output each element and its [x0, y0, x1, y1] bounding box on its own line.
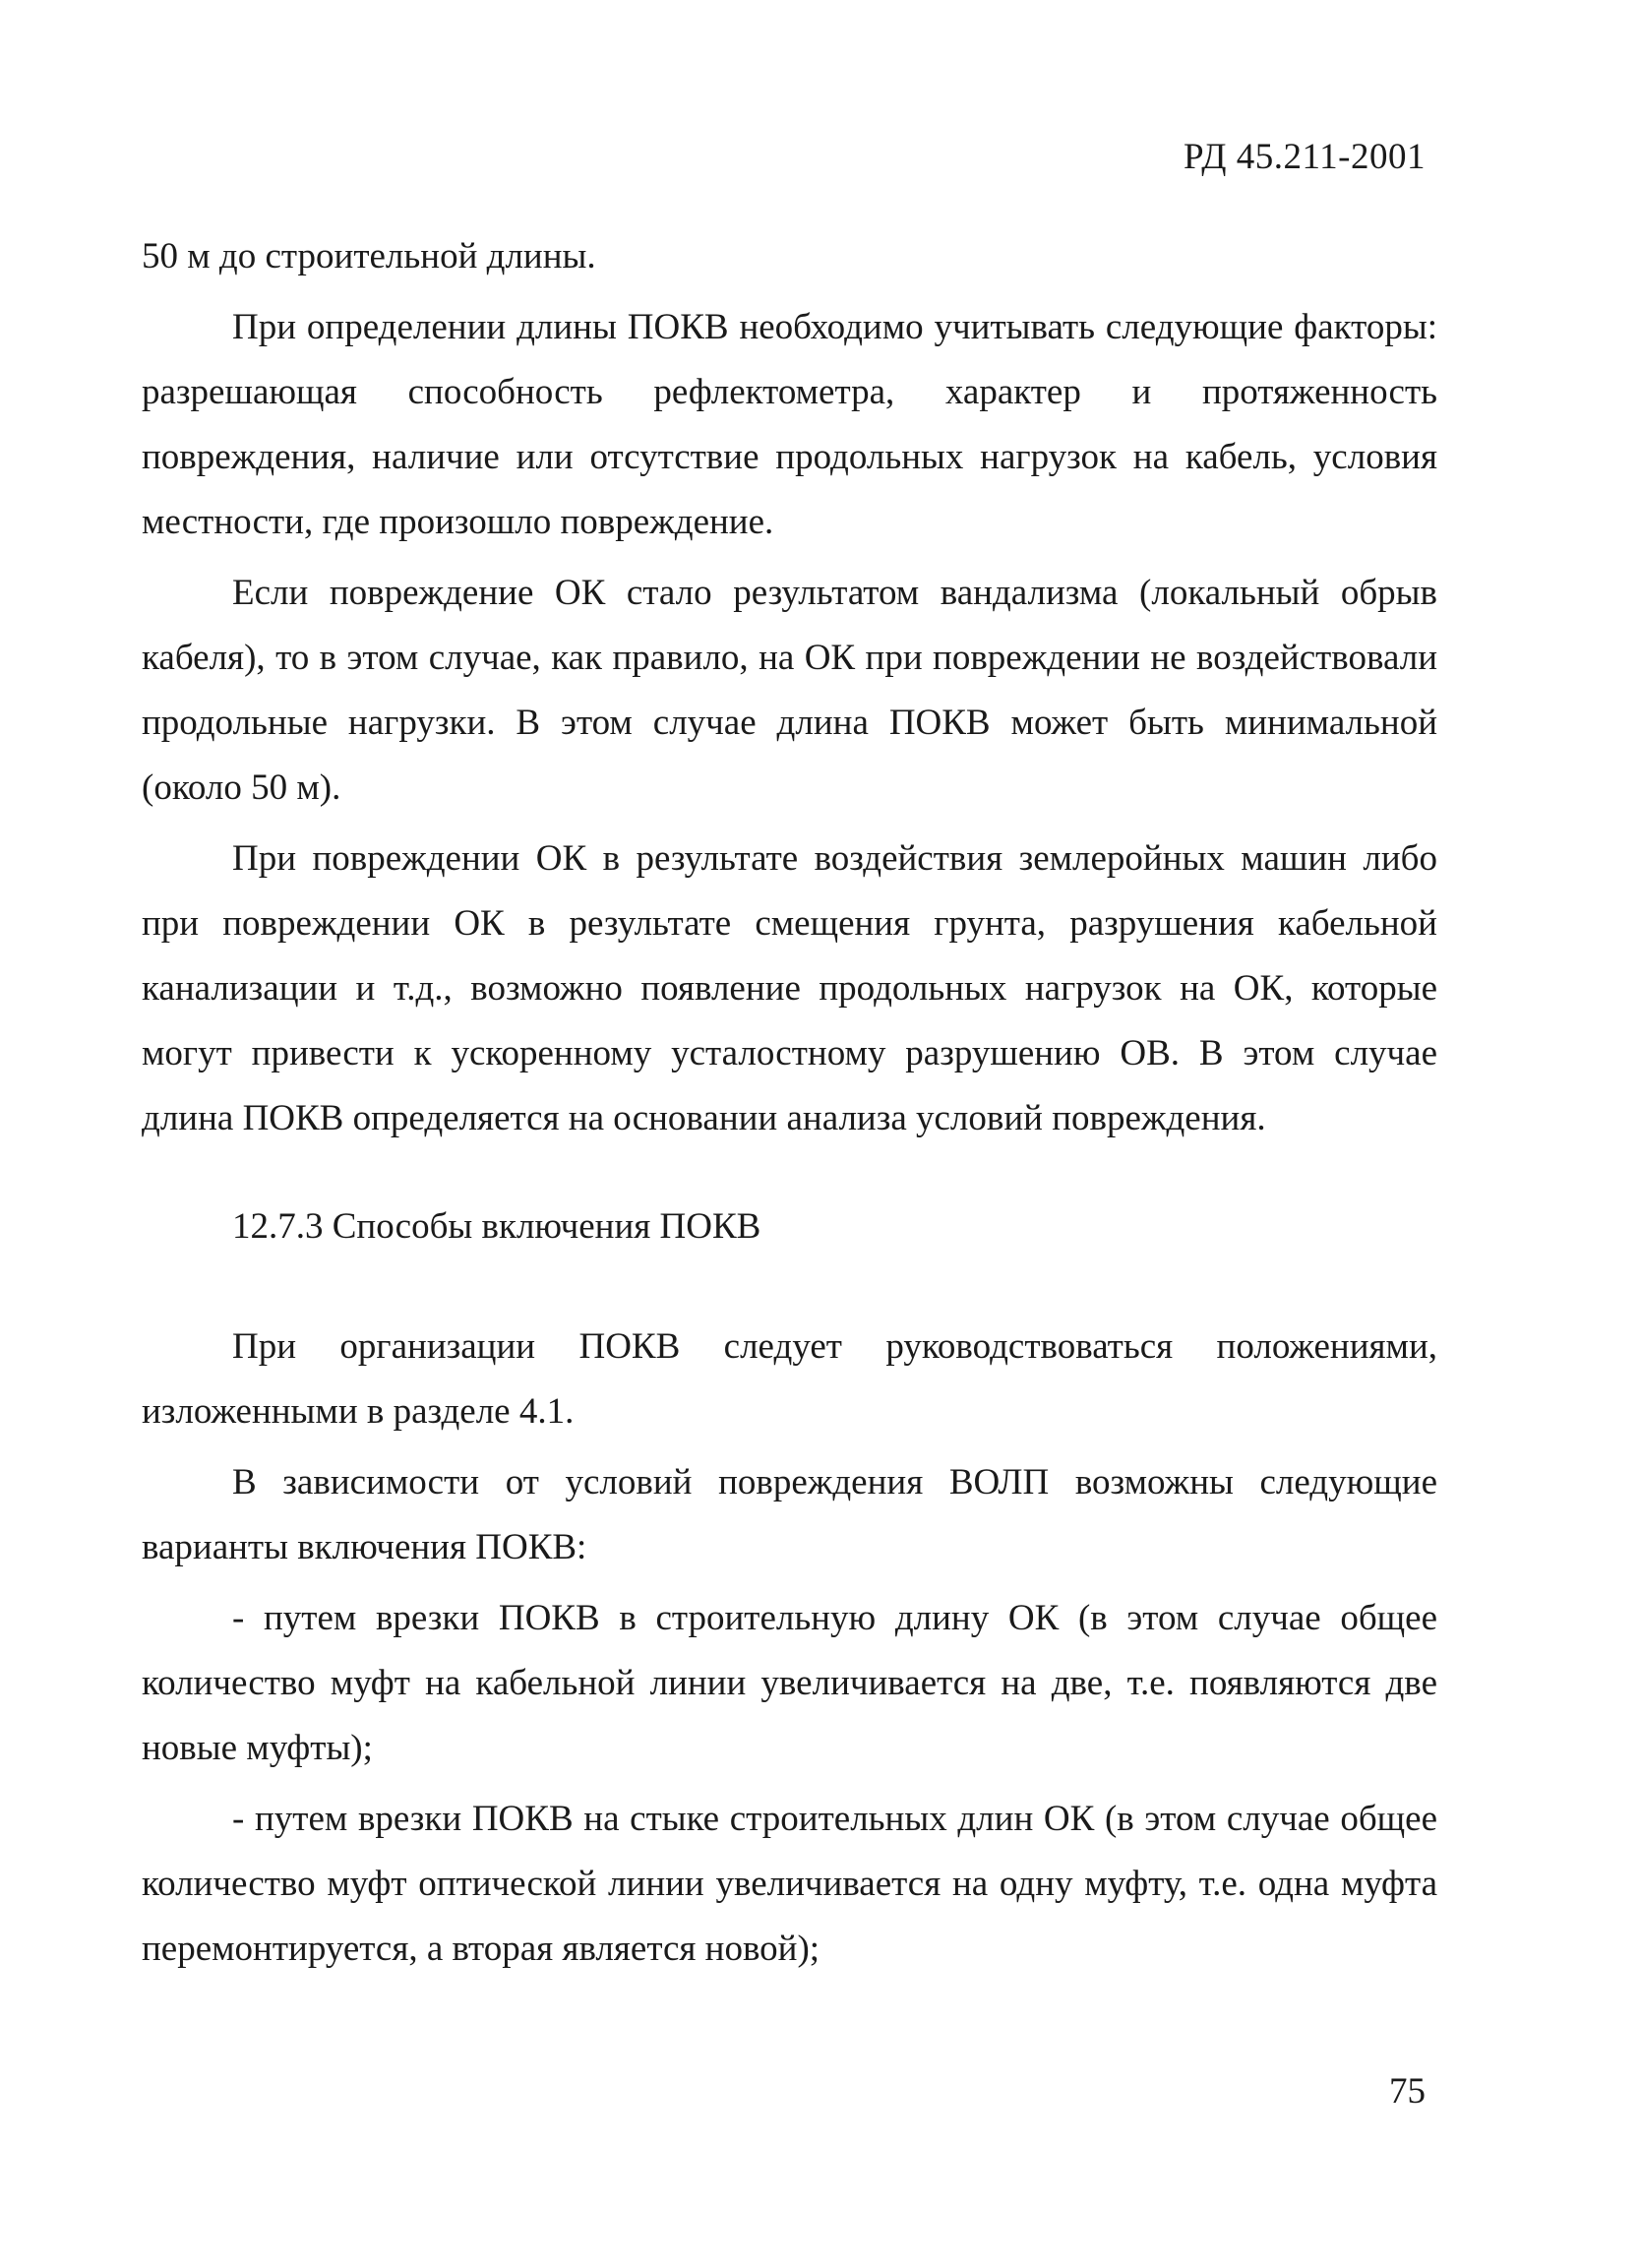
paragraph-vandalism: Если повреждение ОК стало результатом вандализма (локальный обрыв кабеля), то в этом случае, как правило, на ОК при повреждении не воздействовали продольные нагрузки. В этом случае длина ПОКВ может быть минимальной (около 50 м).	[142, 573, 1437, 808]
page-number: 75	[1389, 2071, 1426, 2112]
document-code: РД 45.211-2001	[1184, 137, 1426, 177]
paragraph-length-factors: При определении длины ПОКВ необходимо учитывать следующие факторы: разрешающая способность рефлектометра, характер и протяженность повреждения, наличие или отсутствие продольных нагрузок на кабель, условия местности, где произошло повреждение.	[142, 307, 1437, 542]
section-heading: 12.7.3 Способы включения ПОКВ	[232, 1206, 761, 1247]
list-item-variant-1: - путем врезки ПОКВ в строительную длину ОК (в этом случае общее количество муфт на кабельной линии увеличивается на две, т.е. появляются две новые муфты);	[142, 1598, 1437, 1768]
continuation-line: 50 м до строительной длины.	[142, 236, 596, 276]
paragraph-earthworks: При повреждении ОК в результате воздействия землеройных машин либо при повреждении ОК в результате смещения грунта, разрушения кабельной канализации и т.д., возможно появление продольных нагрузок на ОК, которые могут привести к ускоренному усталостному разрушению ОВ. В этом случае длина ПОКВ определяется на основании анализа условий повреждения.	[142, 838, 1437, 1138]
page-body	[142, 224, 1437, 1988]
paragraph-variants-intro: В зависимости от условий повреждения ВОЛП возможны следующие варианты включения ПОКВ:	[142, 1462, 1437, 1567]
list-item-variant-2: - путем врезки ПОКВ на стыке строительных длин ОК (в этом случае общее количество муфт оптической линии увеличивается на одну муфту, т.е. одна муфта перемонтируется, а вторая является новой);	[142, 1799, 1437, 1969]
paragraph-organization: При организации ПОКВ следует руководствоваться положениями, изложенными в разделе 4.1.	[142, 1326, 1437, 1432]
